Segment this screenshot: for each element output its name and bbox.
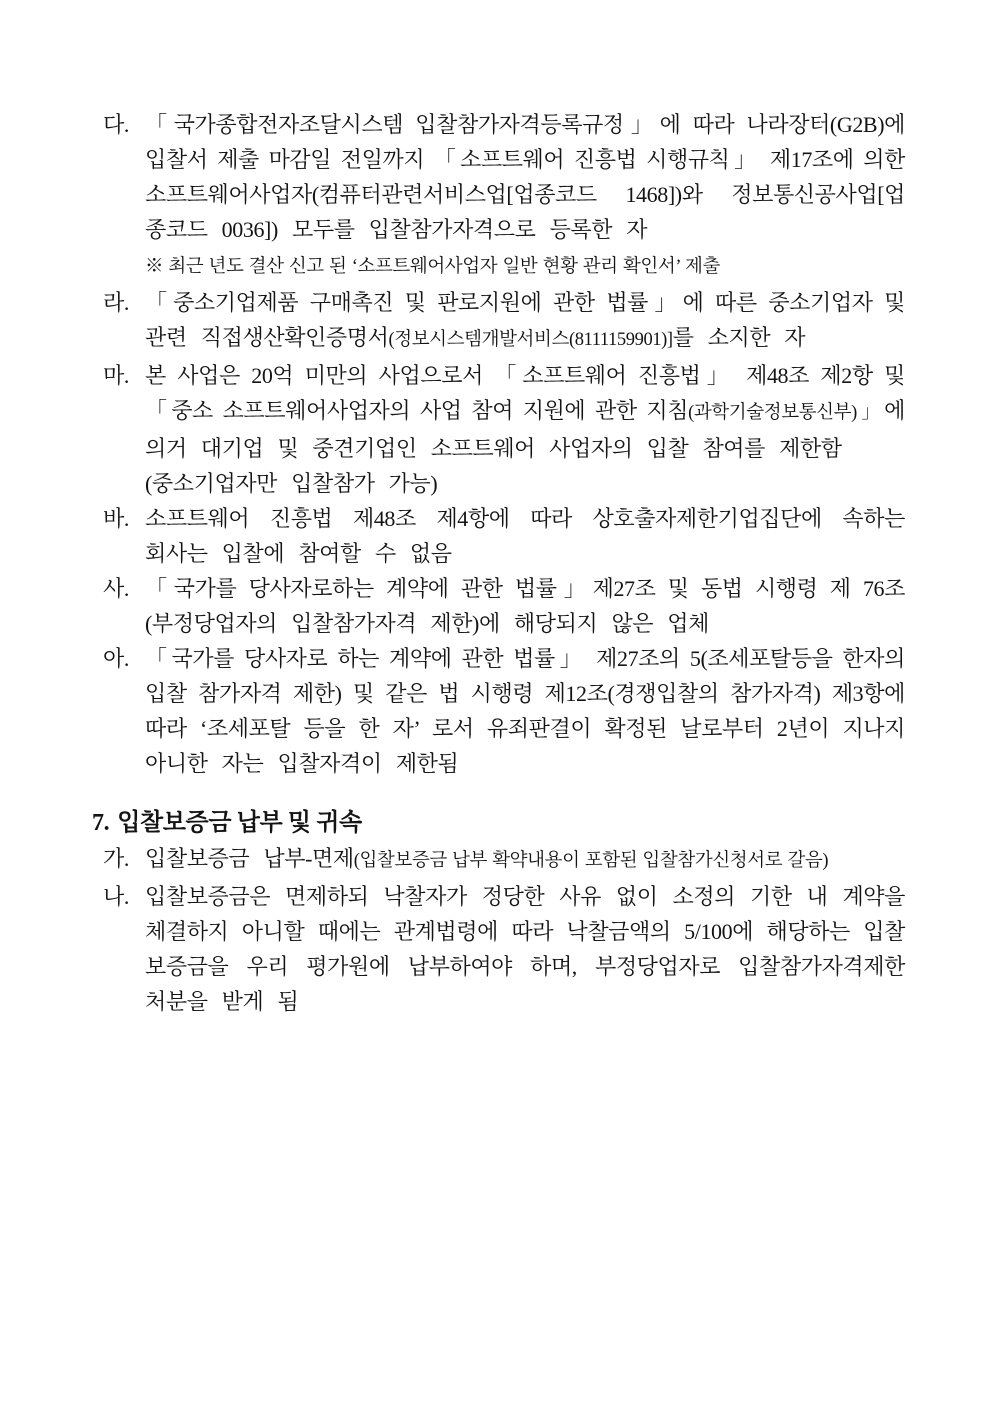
text-line [145,285,905,320]
deposit-list [103,841,905,1019]
text-line [145,320,905,358]
item-content [145,841,905,879]
text-line [145,536,905,571]
text-segment: (부정당업자의 입찰참가자격 제한)에 해당되지 않은 업체 [145,611,709,636]
list-item [103,285,905,358]
text-line [145,247,905,285]
text-line [145,949,905,984]
list-item [103,107,905,285]
text-segment: ※ 최근 년도 결산 신고 된 ‘소프트웨어사업자 일반 현황 관리 확인서’ 제출 [145,257,720,277]
section-7-title: 입찰보증금 납부 및 귀속 [117,810,362,836]
item-content [145,571,905,641]
text-segment: 「국가를 당사자로 하는 계약에 관한 법률」 제27조의 5(조세포탈등을 한자의 [145,646,905,671]
text-line [145,431,905,466]
text-segment: 아니한 자는 입찰자격이 제한됨 [145,751,459,776]
text-line [145,984,905,1019]
item-label: 라. [103,290,129,315]
item-label: 사. [103,576,129,601]
text-segment: 소프트웨어사업자(컴퓨터관련서비스업[업종코드 1468])와 정보통신공사업[업 [145,182,905,207]
text-line [145,841,905,879]
text-segment: 회사는 입찰에 참여할 수 없음 [145,541,452,566]
item-label: 가. [103,846,129,871]
text-line [145,212,905,247]
text-segment: 「중소기업제품 구매촉진 및 판로지원에 관한 법률」에 따른 중소기업자 및 [145,290,905,315]
list-item [103,571,905,641]
text-segment: 를 소지한 자 [672,325,806,350]
text-segment: 처분을 받게 됨 [145,989,299,1014]
text-segment: 「국가종합전자조달시스템 입찰참가자격등록규정」에 따라 나라장터(G2B)에 [145,112,905,137]
item-label: 다. [103,112,129,137]
item-content [145,285,905,358]
item-label: 아. [103,646,129,671]
text-segment: 「국가를 당사자로하는 계약에 관한 법률」제27조 및 동법 시행령 제 76조 [145,576,905,601]
list-item [103,358,905,501]
text-segment: 의거 대기업 및 중견기업인 소프트웨어 사업자의 입찰 참여를 제한함 [145,436,842,461]
text-segment: 종코드 0036]) 모두를 입찰참가자격으로 등록한 자 [145,217,648,242]
text-segment: (과학기술정보통신부)」 [688,403,885,423]
list-item [103,641,905,781]
item-content [145,501,905,571]
list-item [103,841,905,879]
text-segment: 보증금을 우리 평가원에 납부하여야 하며, 부정당업자로 입찰참가자격제한 [145,954,905,979]
text-segment: 입찰서 제출 마감일 전일까지 「소프트웨어 진흥법 시행규칙」 제17조에 의한 [145,147,905,172]
text-line [145,571,905,606]
text-line [145,711,905,746]
text-segment: 「중소 소프트웨어사업자의 사업 참여 지원에 관한 지침 [145,398,689,423]
text-segment: 본 사업은 20억 미만의 사업으로서 「소프트웨어 진흥법」 제48조 제2항 및 [145,363,905,388]
text-segment: (중소기업자만 입찰참가 가능) [145,471,438,496]
list-item [103,501,905,571]
item-label: 바. [103,506,129,531]
text-line [145,606,905,641]
text-segment: 입찰보증금 납부-면제 [145,846,354,871]
text-line [145,641,905,676]
list-item [103,879,905,1019]
eligibility-list [103,107,905,781]
item-content [145,107,905,285]
text-segment: 입찰 참가자격 제한) 및 같은 법 시행령 제12조(경쟁입찰의 참가자격) 제3항에 [145,681,905,706]
text-segment: 입찰보증금은 면제하되 낙찰자가 정당한 사유 없이 소정의 기한 내 계약을 [145,884,905,909]
text-line [145,466,905,501]
text-segment: (정보시스템개발서비스(8111159901)] [388,330,673,350]
text-line [145,142,905,177]
text-line [145,879,905,914]
text-segment: 소프트웨어 진흥법 제48조 제4항에 따라 상호출자제한기업집단에 속하는 [145,506,905,531]
item-label: 마. [103,363,129,388]
item-content [145,358,905,501]
text-segment: 체결하지 아니할 때에는 관계법령에 따라 낙찰금액의 5/100에 해당하는 입찰 [145,919,905,944]
text-line [145,676,905,711]
text-line [145,358,905,393]
text-segment: (입찰보증금 납부 확약내용이 포함된 입찰참가신청서로 갈음) [353,851,829,871]
text-line [145,746,905,781]
item-content [145,641,905,781]
section-7-number: 7. [92,810,110,836]
text-line [145,393,905,431]
text-segment: 에 [884,398,905,423]
text-line [145,177,905,212]
text-segment: 따라 ‘조세포탈 등을 한 자’ 로서 유죄판결이 확정된 날로부터 2년이 지나지 [145,716,905,741]
text-segment: 관련 직접생산확인증명서 [145,325,389,350]
text-line [145,107,905,142]
item-label: 나. [103,884,129,909]
text-line [145,501,905,536]
text-line [145,914,905,949]
item-content [145,879,905,1019]
section-7-heading [92,805,905,841]
